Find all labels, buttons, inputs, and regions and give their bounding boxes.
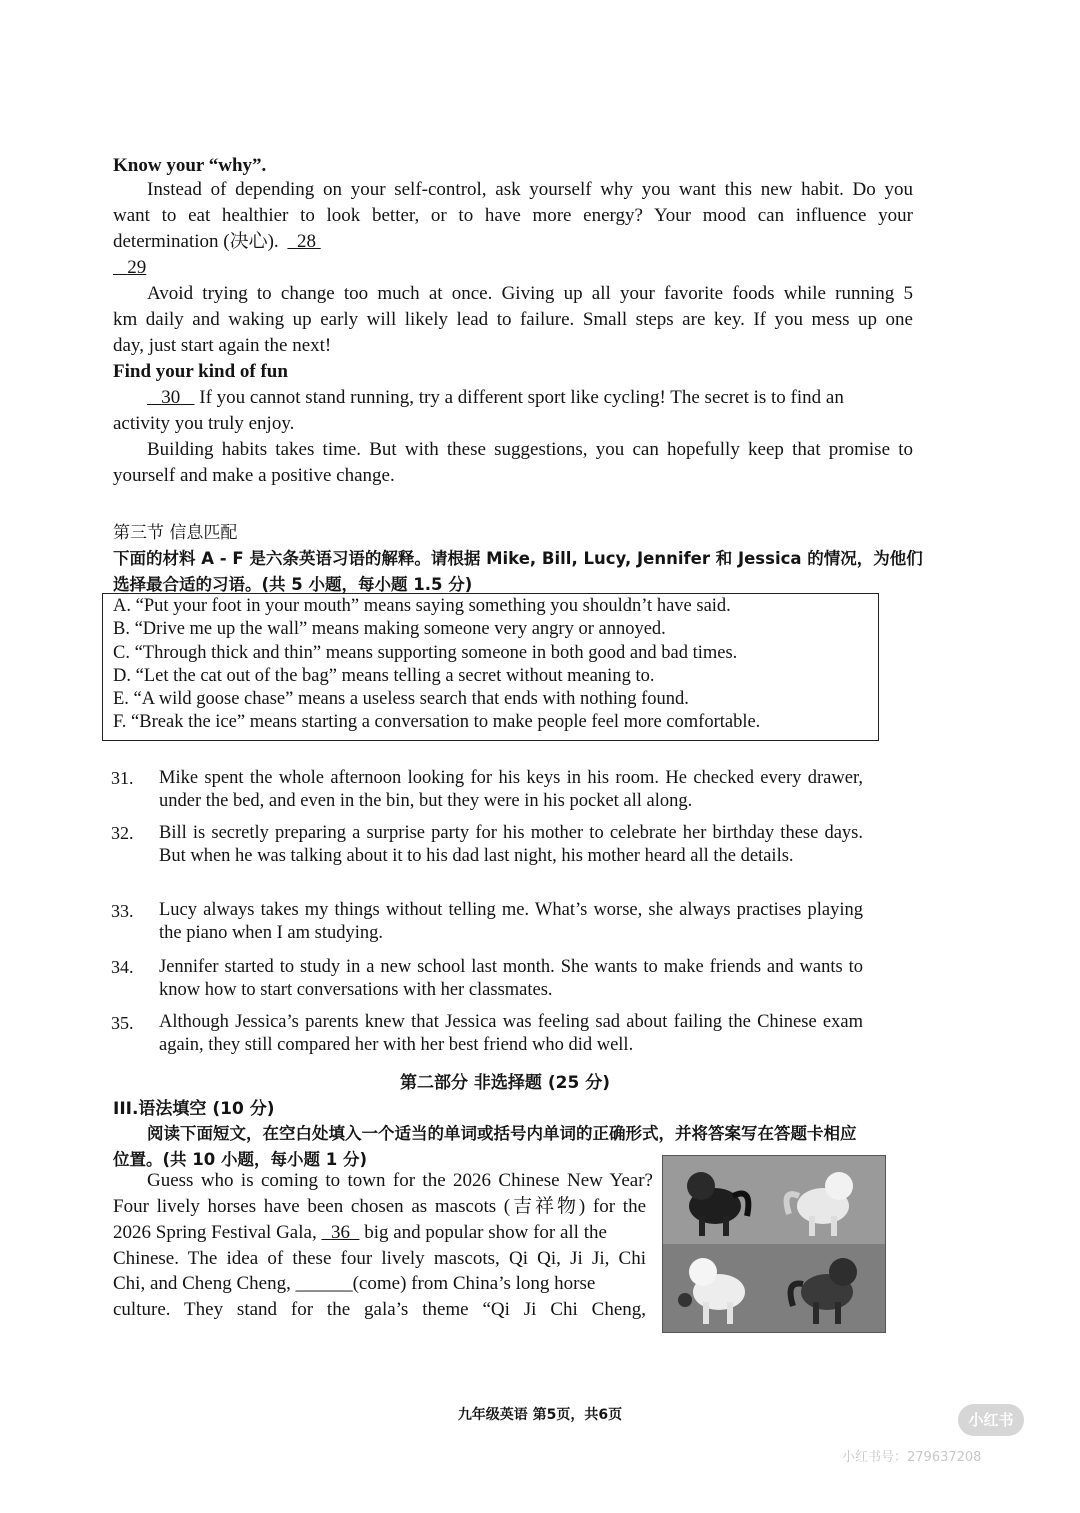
watermark-id: 小红书号：279637208	[842, 1450, 982, 1465]
option-c: C. “Through thick and thin” means supporting someone in both good and bad times.	[113, 642, 738, 663]
question-31-number: 31.	[111, 768, 134, 788]
section3-title: 第三节 信息匹配	[113, 523, 238, 543]
p3-line1-text: If you cannot stand running, try a different sport like cycling! The secret is to find an	[199, 387, 844, 408]
watermark-logo: 小红书	[958, 1404, 1024, 1436]
blank-37: ______	[295, 1273, 353, 1294]
question-33-number: 33.	[111, 901, 134, 921]
question-35-number: 35.	[111, 1013, 134, 1033]
idiom-options-list	[113, 595, 760, 735]
grammar-line3-a: 2026 Spring Festival Gala,	[113, 1222, 317, 1243]
grammar-line4: Chinese. The idea of these four lively mascots, Qi Qi, Ji Ji, Chi	[113, 1248, 646, 1269]
mascot-image-bottom-row	[663, 1244, 885, 1332]
grammar-line3-b: big and popular show for all the	[364, 1222, 607, 1243]
option-b: B. “Drive me up the wall” means making someone very angry or annoyed.	[113, 619, 666, 640]
blank-29	[113, 255, 146, 281]
grammar-instruction-line2: 位置。(共 10 小题，每小题 1 分)	[113, 1150, 368, 1169]
question-34-number: 34.	[111, 957, 134, 977]
grammar-line5-a: Chi, and Cheng Cheng,	[113, 1273, 291, 1294]
mascot-image	[662, 1155, 886, 1333]
blank-36	[321, 1222, 359, 1243]
p3-line1	[147, 385, 844, 411]
question-32-text: Bill is secretly preparing a surprise party for his mother to celebrate her birthday these days. But when he was talking about it to his dad last night, his mother heard all the details.	[159, 823, 863, 866]
question-34-text: Jennifer started to study in a new school last month. She wants to make friends and wants to know how to start conversations with her classmates.	[159, 957, 863, 1000]
heading-find-your-kind-of-fun: Find your kind of fun	[113, 361, 288, 382]
p2-line2: km daily and waking up early will likely lead to failure. Small steps are key. If you mess up one	[113, 309, 913, 330]
blank-30	[147, 387, 195, 408]
question-35-text: Although Jessica’s parents knew that Jessica was feeling sad about failing the Chinese exam again, they still compared her with her best friend who did well.	[159, 1012, 863, 1055]
question-31-text: Mike spent the whole afternoon looking for his keys in his room. He checked every drawer, under the bed, and even in the bin, but they were in his pocket all along.	[159, 768, 863, 811]
p3-line2: activity you truly enjoy.	[113, 413, 295, 434]
p1-line1: Instead of depending on your self-control, ask yourself why you want this new habit. Do you	[147, 179, 913, 200]
p4-line1: Building habits takes time. But with these suggestions, you can hopefully keep that promise to	[147, 439, 913, 460]
option-d: D. “Let the cat out of the bag” means telling a secret without meaning to.	[113, 665, 655, 686]
grammar-line2: Four lively horses have been chosen as mascots (吉祥物) for the	[113, 1196, 646, 1217]
grammar-line5	[113, 1271, 595, 1297]
heading-know-your-why: Know your “why”.	[113, 155, 267, 176]
option-a: A. “Put your foot in your mouth” means saying something you shouldn’t have said.	[113, 596, 731, 616]
blank-29-underline	[113, 257, 146, 278]
blank-36-num: 36	[330, 1222, 350, 1243]
p1-line2: want to eat healthier to look better, or to have more energy? Your mood can influence your	[113, 205, 913, 226]
part2-title: 第二部分 非选择题 (25 分)	[400, 1073, 610, 1093]
question-32-number: 32.	[111, 823, 134, 843]
option-f: F. “Break the ice” means starting a conversation to make people feel more comfortable.	[113, 712, 761, 733]
p4-line2: yourself and make a positive change.	[113, 465, 395, 486]
option-e: E. “A wild goose chase” means a useless search that ends with nothing found.	[113, 689, 689, 710]
horse-mascots-bottom-icon	[663, 1244, 885, 1332]
p2-line3: day, just start again the next!	[113, 335, 332, 356]
p1-line3	[113, 229, 321, 255]
section3-instruction-line1: 下面的材料 A - F 是六条英语习语的解释。请根据 Mike, Bill, Lucy, Jennifer 和 Jessica 的情况，为他们	[113, 549, 923, 568]
horse-mascots-top-icon	[663, 1156, 885, 1244]
page-footer: 九年级英语 第5页，共6页	[457, 1407, 623, 1423]
grammar-line3	[113, 1220, 607, 1246]
grammar-line1: Guess who is coming to town for the 2026 Chinese New Year?	[147, 1170, 653, 1191]
question-33-text: Lucy always takes my things without telling me. What’s worse, she always practises playing the piano when I am studying.	[159, 900, 863, 943]
section3-instruction-line2: 选择最合适的习语。(共 5 小题，每小题 1.5 分)	[113, 575, 473, 594]
p2-line1: Avoid trying to change too much at once. Giving up all your favorite foods while running 5	[147, 283, 913, 304]
grammar-instruction-line1: 阅读下面短文，在空白处填入一个适当的单词或括号内单词的正确形式，并将答案写在答题卡相应	[147, 1124, 857, 1143]
blank-29-num: 29	[127, 257, 147, 278]
mascot-image-top-row	[663, 1156, 885, 1244]
blank-28	[287, 231, 320, 252]
blank-30-num: 30	[161, 387, 181, 408]
grammar-line5-b: (come) from China’s long horse	[352, 1273, 596, 1294]
grammar-line6: culture. They stand for the gala’s theme “Qi Ji Chi Cheng,	[113, 1299, 646, 1320]
blank-28-num: 28	[296, 231, 316, 252]
grammar-section-title: III.语法填空 (10 分)	[113, 1099, 275, 1119]
p1-line3-text: determination (决心).	[113, 231, 279, 252]
